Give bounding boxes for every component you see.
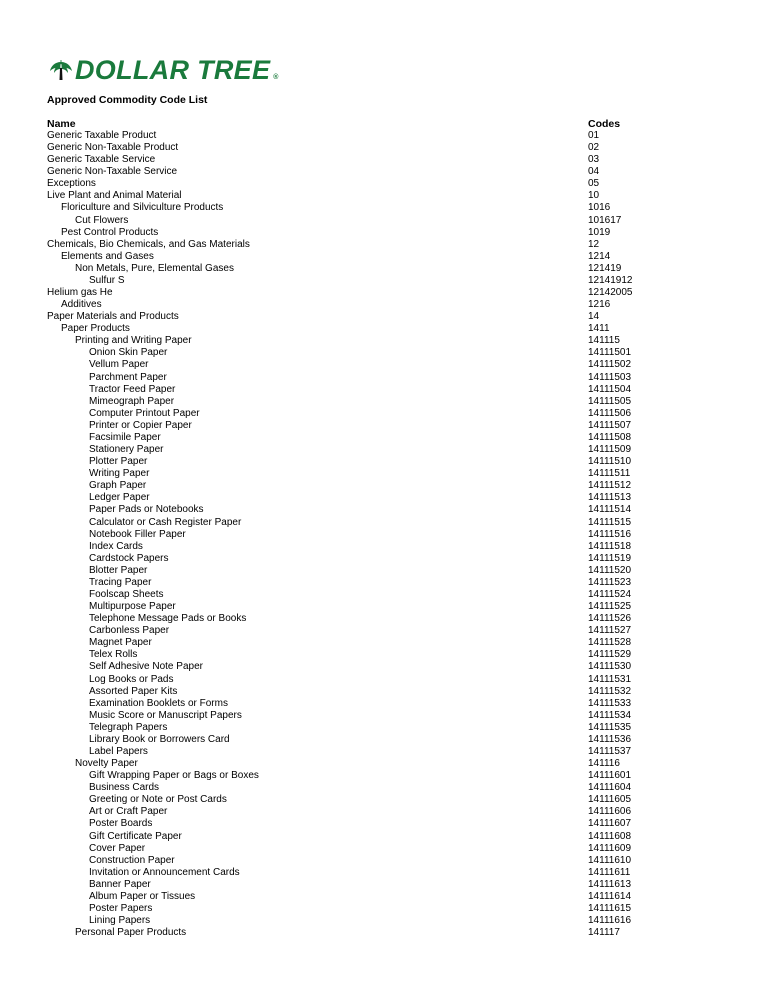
commodity-code: 12 <box>588 238 600 250</box>
commodity-code: 14111519 <box>588 552 632 564</box>
commodity-code: 14111520 <box>588 564 632 576</box>
commodity-name: Ledger Paper <box>89 492 150 504</box>
table-row <box>47 492 687 504</box>
table-row <box>47 480 687 492</box>
commodity-name: Elements and Gases <box>61 250 154 262</box>
commodity-code: 14111506 <box>588 407 632 419</box>
commodity-code: 14111514 <box>588 504 632 516</box>
table-row <box>47 263 687 275</box>
commodity-code: 14111615 <box>588 903 632 914</box>
commodity-name: Album Paper or Tissues <box>89 890 196 902</box>
table-row <box>47 661 687 673</box>
table-row <box>47 287 687 299</box>
commodity-name: Novelty Paper <box>75 758 138 770</box>
table-row <box>47 154 687 166</box>
table-row <box>47 649 687 661</box>
commodity-name: Tracing Paper <box>89 576 152 588</box>
commodity-name: Library Book or Borrowers Card <box>89 733 230 745</box>
commodity-name: Pest Control Products <box>61 226 159 238</box>
table-row <box>47 541 687 553</box>
table-row <box>47 891 687 903</box>
commodity-code: 14111505 <box>588 395 632 407</box>
commodity-code-list <box>47 130 687 939</box>
commodity-name: Multipurpose Paper <box>89 601 176 613</box>
commodity-name: Foolscap Sheets <box>89 588 164 600</box>
commodity-name: Log Books or Pads <box>89 673 174 685</box>
table-row <box>47 227 687 239</box>
commodity-code: 14 <box>588 311 600 323</box>
table-row <box>47 130 687 142</box>
commodity-code: 05 <box>588 178 600 190</box>
table-row <box>47 396 687 408</box>
table-row <box>47 831 687 843</box>
commodity-code: 14111518 <box>588 540 632 552</box>
table-row <box>47 444 687 456</box>
commodity-code: 14111504 <box>588 383 632 395</box>
commodity-name: Paper Materials and Products <box>47 311 179 323</box>
commodity-code: 14111501 <box>588 347 632 359</box>
commodity-name: Self Adhesive Note Paper <box>89 661 203 673</box>
commodity-name: Additives <box>61 299 102 311</box>
commodity-name: Notebook Filler Paper <box>89 528 186 540</box>
table-row <box>47 855 687 867</box>
commodity-code: 14111608 <box>588 830 632 842</box>
commodity-code: 14111508 <box>588 431 632 443</box>
commodity-name: Writing Paper <box>89 468 150 480</box>
commodity-name: Onion Skin Paper <box>89 347 168 359</box>
commodity-name: Telex Rolls <box>89 649 138 661</box>
commodity-code: 101617 <box>588 214 622 226</box>
table-row <box>47 758 687 770</box>
commodity-code: 14111601 <box>588 770 632 782</box>
commodity-name: Examination Booklets or Forms <box>89 697 228 709</box>
commodity-name: Floriculture and Silviculture Products <box>61 202 224 214</box>
commodity-code: 14111526 <box>588 613 632 625</box>
commodity-code: 14111606 <box>588 806 632 818</box>
commodity-name: Non Metals, Pure, Elemental Gases <box>75 262 234 274</box>
table-row <box>47 517 687 529</box>
commodity-name: Generic Taxable Product <box>47 130 157 141</box>
table-row <box>47 432 687 444</box>
commodity-name: Live Plant and Animal Material <box>47 190 182 202</box>
table-row <box>47 215 687 227</box>
table-row <box>47 698 687 710</box>
table-row <box>47 335 687 347</box>
table-row <box>47 468 687 480</box>
table-row <box>47 903 687 915</box>
commodity-code: 14111607 <box>588 818 632 830</box>
commodity-name: Stationery Paper <box>89 444 164 456</box>
table-row <box>47 577 687 589</box>
commodity-name: Facsimile Paper <box>89 431 161 443</box>
table-row <box>47 806 687 818</box>
commodity-code: 14111534 <box>588 709 632 721</box>
table-row <box>47 323 687 335</box>
commodity-name: Cardstock Papers <box>89 552 169 564</box>
commodity-name: Music Score or Manuscript Papers <box>89 709 242 721</box>
commodity-code: 14111610 <box>588 854 632 866</box>
table-row <box>47 142 687 154</box>
commodity-code: 14111611 <box>588 866 631 878</box>
commodity-code: 14111503 <box>588 371 632 383</box>
commodity-name: Greeting or Note or Post Cards <box>89 794 227 806</box>
commodity-name: Construction Paper <box>89 854 175 866</box>
commodity-code: 14111533 <box>588 697 632 709</box>
commodity-name: Cover Paper <box>89 842 146 854</box>
table-row <box>47 589 687 601</box>
commodity-name: Telegraph Papers <box>89 721 168 733</box>
commodity-code: 01 <box>588 130 600 141</box>
commodity-code: 14111529 <box>588 649 632 661</box>
commodity-code: 02 <box>588 142 600 154</box>
commodity-name: Poster Boards <box>89 818 153 830</box>
commodity-name: Generic Non-Taxable Service <box>47 166 178 178</box>
commodity-code: 14111507 <box>588 419 632 431</box>
commodity-code: 03 <box>588 154 600 166</box>
commodity-name: Label Papers <box>89 745 148 757</box>
commodity-code: 14111609 <box>588 842 632 854</box>
table-row <box>47 178 687 190</box>
commodity-code: 1019 <box>588 226 611 238</box>
table-row <box>47 637 687 649</box>
commodity-code: 14111531 <box>588 673 632 685</box>
commodity-name: Magnet Paper <box>89 637 152 649</box>
table-row <box>47 674 687 686</box>
table-row <box>47 372 687 384</box>
commodity-name: Paper Products <box>61 323 130 335</box>
table-row <box>47 299 687 311</box>
commodity-code: 14111509 <box>588 444 632 456</box>
commodity-code: 1016 <box>588 202 611 214</box>
commodity-code: 14111532 <box>588 685 632 697</box>
commodity-name: Vellum Paper <box>89 359 149 371</box>
table-row <box>47 625 687 637</box>
commodity-name: Paper Pads or Notebooks <box>89 504 204 516</box>
table-row <box>47 275 687 287</box>
table-row <box>47 927 687 939</box>
table-row <box>47 420 687 432</box>
commodity-code: 14111527 <box>588 625 632 637</box>
commodity-code: 14111515 <box>588 516 632 528</box>
table-row <box>47 879 687 891</box>
commodity-code: 14111530 <box>588 661 632 673</box>
commodity-name: Telephone Message Pads or Books <box>89 613 247 625</box>
table-row <box>47 601 687 613</box>
commodity-name: Generic Non-Taxable Product <box>47 142 179 154</box>
commodity-name: Helium gas He <box>47 287 113 299</box>
commodity-code: 14111604 <box>588 782 632 794</box>
table-row <box>47 359 687 371</box>
table-row <box>47 843 687 855</box>
commodity-name: Computer Printout Paper <box>89 407 200 419</box>
commodity-name: Business Cards <box>89 782 160 794</box>
commodity-code: 14111523 <box>588 576 632 588</box>
table-row <box>47 867 687 879</box>
commodity-code: 14111512 <box>588 480 632 492</box>
commodity-name: Personal Paper Products <box>75 927 187 939</box>
commodity-name: Tractor Feed Paper <box>89 383 176 395</box>
commodity-name: Calculator or Cash Register Paper <box>89 516 242 528</box>
commodity-name: Printing and Writing Paper <box>75 335 192 347</box>
table-row <box>47 710 687 722</box>
table-row <box>47 239 687 251</box>
brand-logo <box>49 56 278 84</box>
commodity-code: 04 <box>588 166 600 178</box>
table-row <box>47 529 687 541</box>
table-row <box>47 722 687 734</box>
codes-column-header: Codes <box>588 118 621 130</box>
table-row <box>47 686 687 698</box>
table-row <box>47 347 687 359</box>
commodity-name: Blotter Paper <box>89 564 148 576</box>
commodity-code: 14111535 <box>588 721 632 733</box>
commodity-code: 14111524 <box>588 588 632 600</box>
commodity-name: Sulfur S <box>89 274 125 286</box>
table-row <box>47 782 687 794</box>
table-row <box>47 818 687 830</box>
commodity-code: 14111516 <box>588 528 632 540</box>
commodity-name: Graph Paper <box>89 480 147 492</box>
commodity-name: Carbonless Paper <box>89 625 170 637</box>
commodity-code: 14111605 <box>588 794 632 806</box>
commodity-name: Printer or Copier Paper <box>89 419 192 431</box>
commodity-code: 14111511 <box>588 468 631 480</box>
commodity-name: Gift Wrapping Paper or Bags or Boxes <box>89 770 259 782</box>
table-row <box>47 613 687 625</box>
table-row <box>47 456 687 468</box>
table-row <box>47 565 687 577</box>
commodity-code: 121419 <box>588 262 622 274</box>
commodity-name: Chemicals, Bio Chemicals, and Gas Materials <box>47 238 250 250</box>
table-row <box>47 770 687 782</box>
commodity-code: 14111513 <box>588 492 632 504</box>
table-row <box>47 915 687 927</box>
commodity-name: Mimeograph Paper <box>89 395 175 407</box>
commodity-name: Index Cards <box>89 540 143 552</box>
commodity-name: Cut Flowers <box>75 214 129 226</box>
commodity-name: Banner Paper <box>89 878 151 890</box>
commodity-code: 14111536 <box>588 733 632 745</box>
commodity-code: 14111528 <box>588 637 632 649</box>
table-row <box>47 166 687 178</box>
commodity-name: Exceptions <box>47 178 96 190</box>
name-column-header: Name <box>47 118 76 130</box>
commodity-code: 14111614 <box>588 890 632 902</box>
table-row <box>47 311 687 323</box>
commodity-name: Art or Craft Paper <box>89 806 168 818</box>
table-row <box>47 384 687 396</box>
commodity-code: 14111616 <box>588 915 632 927</box>
commodity-code: 14111502 <box>588 359 632 371</box>
table-row <box>47 746 687 758</box>
commodity-name: Poster Papers <box>89 903 153 914</box>
brand-name: DOLLAR TREE <box>75 55 271 85</box>
table-row <box>47 794 687 806</box>
table-row <box>47 202 687 214</box>
commodity-code: 141115 <box>588 335 620 347</box>
table-row <box>47 504 687 516</box>
commodity-name: Assorted Paper Kits <box>89 685 178 697</box>
table-row <box>47 190 687 202</box>
commodity-code: 12142005 <box>588 287 633 299</box>
commodity-code: 14111613 <box>588 878 632 890</box>
table-row <box>47 408 687 420</box>
commodity-code: 1411 <box>588 323 610 335</box>
table-row <box>47 553 687 565</box>
commodity-code: 14111510 <box>588 456 632 468</box>
commodity-name: Invitation or Announcement Cards <box>89 866 240 878</box>
table-row <box>47 734 687 746</box>
registered-mark: ® <box>273 74 279 81</box>
commodity-code: 141117 <box>588 927 620 939</box>
table-row <box>47 251 687 263</box>
commodity-code: 10 <box>588 190 600 202</box>
commodity-code: 14111537 <box>588 745 632 757</box>
commodity-name: Plotter Paper <box>89 456 148 468</box>
tree-icon <box>49 58 73 82</box>
commodity-name: Parchment Paper <box>89 371 167 383</box>
commodity-code: 1216 <box>588 299 611 311</box>
commodity-code: 1214 <box>588 250 611 262</box>
commodity-code: 12141912 <box>588 274 633 286</box>
commodity-name: Generic Taxable Service <box>47 154 156 166</box>
document-title: Approved Commodity Code List <box>47 94 208 106</box>
commodity-name: Gift Certificate Paper <box>89 830 182 842</box>
commodity-code: 141116 <box>588 758 620 770</box>
commodity-name: Lining Papers <box>89 915 151 927</box>
commodity-code: 14111525 <box>588 601 632 613</box>
